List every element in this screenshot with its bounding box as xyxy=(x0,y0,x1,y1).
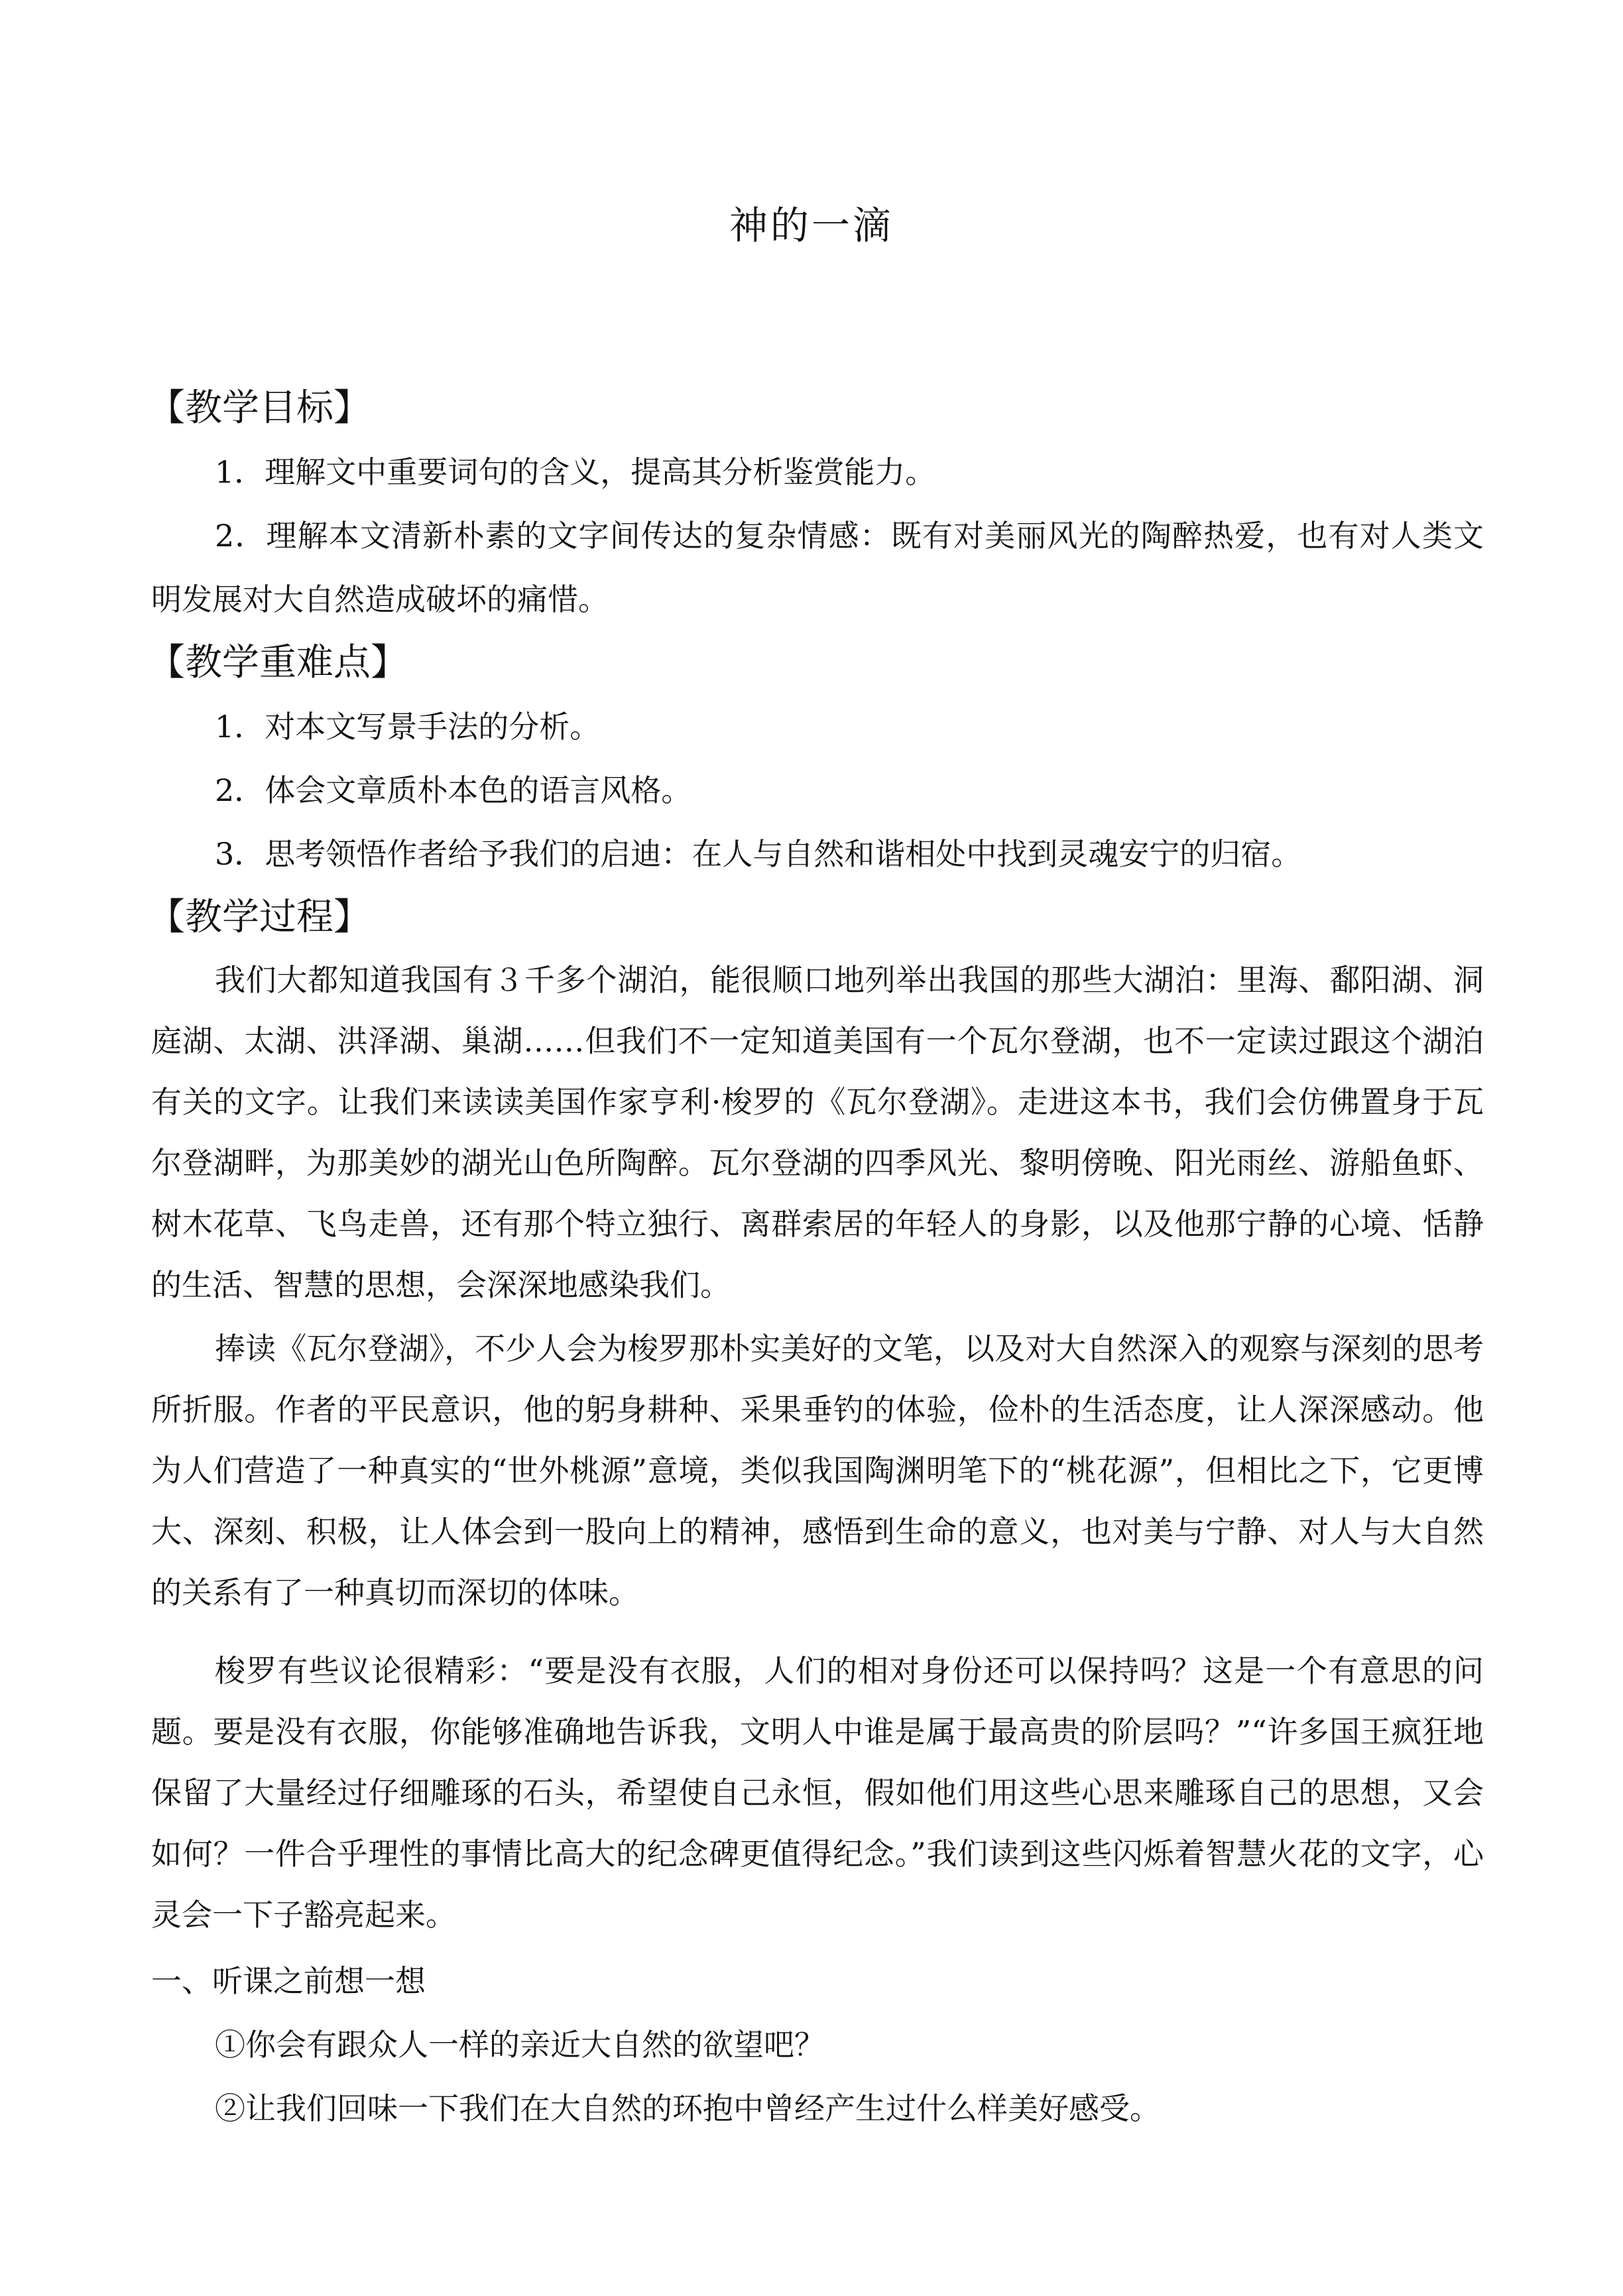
heading-objectives: 【教学目标】 xyxy=(148,387,371,430)
key-point-item: 1．对本文写景手法的分析。 xyxy=(215,709,601,745)
page-title: 神的一滴 xyxy=(729,203,894,248)
objective-item: 2．理解本文清新朴素的文字间传达的复杂情感：既有对美丽风光的陶醉热爱，也有对人类文明发展对大自然造成破坏的痛惜。 xyxy=(151,518,1484,617)
process-paragraph: 我们大都知道我国有３千多个湖泊，能很顺口地列举出我国的那些大湖泊：里海、鄱阳湖、洞庭湖、太湖、洪泽湖、巢湖……但我们不一定知道美国有一个瓦尔登湖，也不一定读过跟这个湖泊有关的文字。让我们来读读美国作家亨利·梭罗的《瓦尔登湖》。走进这本书，我们会仿佛置身于瓦尔登湖畔，为那美妙的湖光山色所陶醉。瓦尔登湖的四季风光、黎明傍晚、阳光雨丝、游船鱼虾、树木花草、飞鸟走兽，还有那个特立独行、离群索居的年轻人的身影，以及他那宁静的心境、恬静的生活、智慧的思想，会深深地感染我们。 xyxy=(151,962,1484,1303)
key-point-item: 2．体会文章质朴本色的语言风格。 xyxy=(215,772,692,808)
document-body xyxy=(148,377,1484,2140)
heading-key-points: 【教学重难点】 xyxy=(148,641,408,684)
process-paragraph: 梭罗有些议论很精彩：“要是没有衣服，人们的相对身份还可以保持吗？这是一个有意思的问题。要是没有衣服，你能够准确地告诉我，文明人中谁是属于最高贵的阶层吗？”“许多国王疯狂地保留了大量经过仔细雕琢的石头，希望使自己永恒，假如他们用这些心思来雕琢自己的思想，又会如何？一件合乎理性的事情比高大的纪念碑更值得纪念。”我们读到这些闪烁着智慧火花的文字，心灵会一下子豁亮起来。 xyxy=(151,1653,1484,1933)
pre-class-item: ②让我们回味一下我们在大自然的环抱中曾经产生过什么样美好感受。 xyxy=(215,2090,1160,2126)
objective-item: 1．理解文中重要词句的含义，提高其分析鉴赏能力。 xyxy=(215,454,936,490)
process-paragraph: 捧读《瓦尔登湖》，不少人会为梭罗那朴实美好的文笔，以及对大自然深入的观察与深刻的思考所折服。作者的平民意识，他的躬身耕种、采果垂钓的体验，俭朴的生活态度，让人深深感动。他为人们营造了一种真实的“世外桃源”意境，类似我国陶渊明笔下的“桃花源”，但相比之下，它更博大、深刻、积极，让人体会到一股向上的精神，感悟到生命的意义，也对美与宁静、对人与大自然的关系有了一种真切而深切的体味。 xyxy=(151,1331,1484,1610)
heading-process: 【教学过程】 xyxy=(148,896,371,939)
pre-class-item: ①你会有跟众人一样的亲近大自然的欲望吧？ xyxy=(215,2027,825,2063)
heading-pre-class: 一、听课之前想一想 xyxy=(151,1963,426,1999)
key-point-item: 3．思考领悟作者给予我们的启迪：在人与自然和谐相处中找到灵魂安宁的归宿。 xyxy=(215,836,1302,872)
